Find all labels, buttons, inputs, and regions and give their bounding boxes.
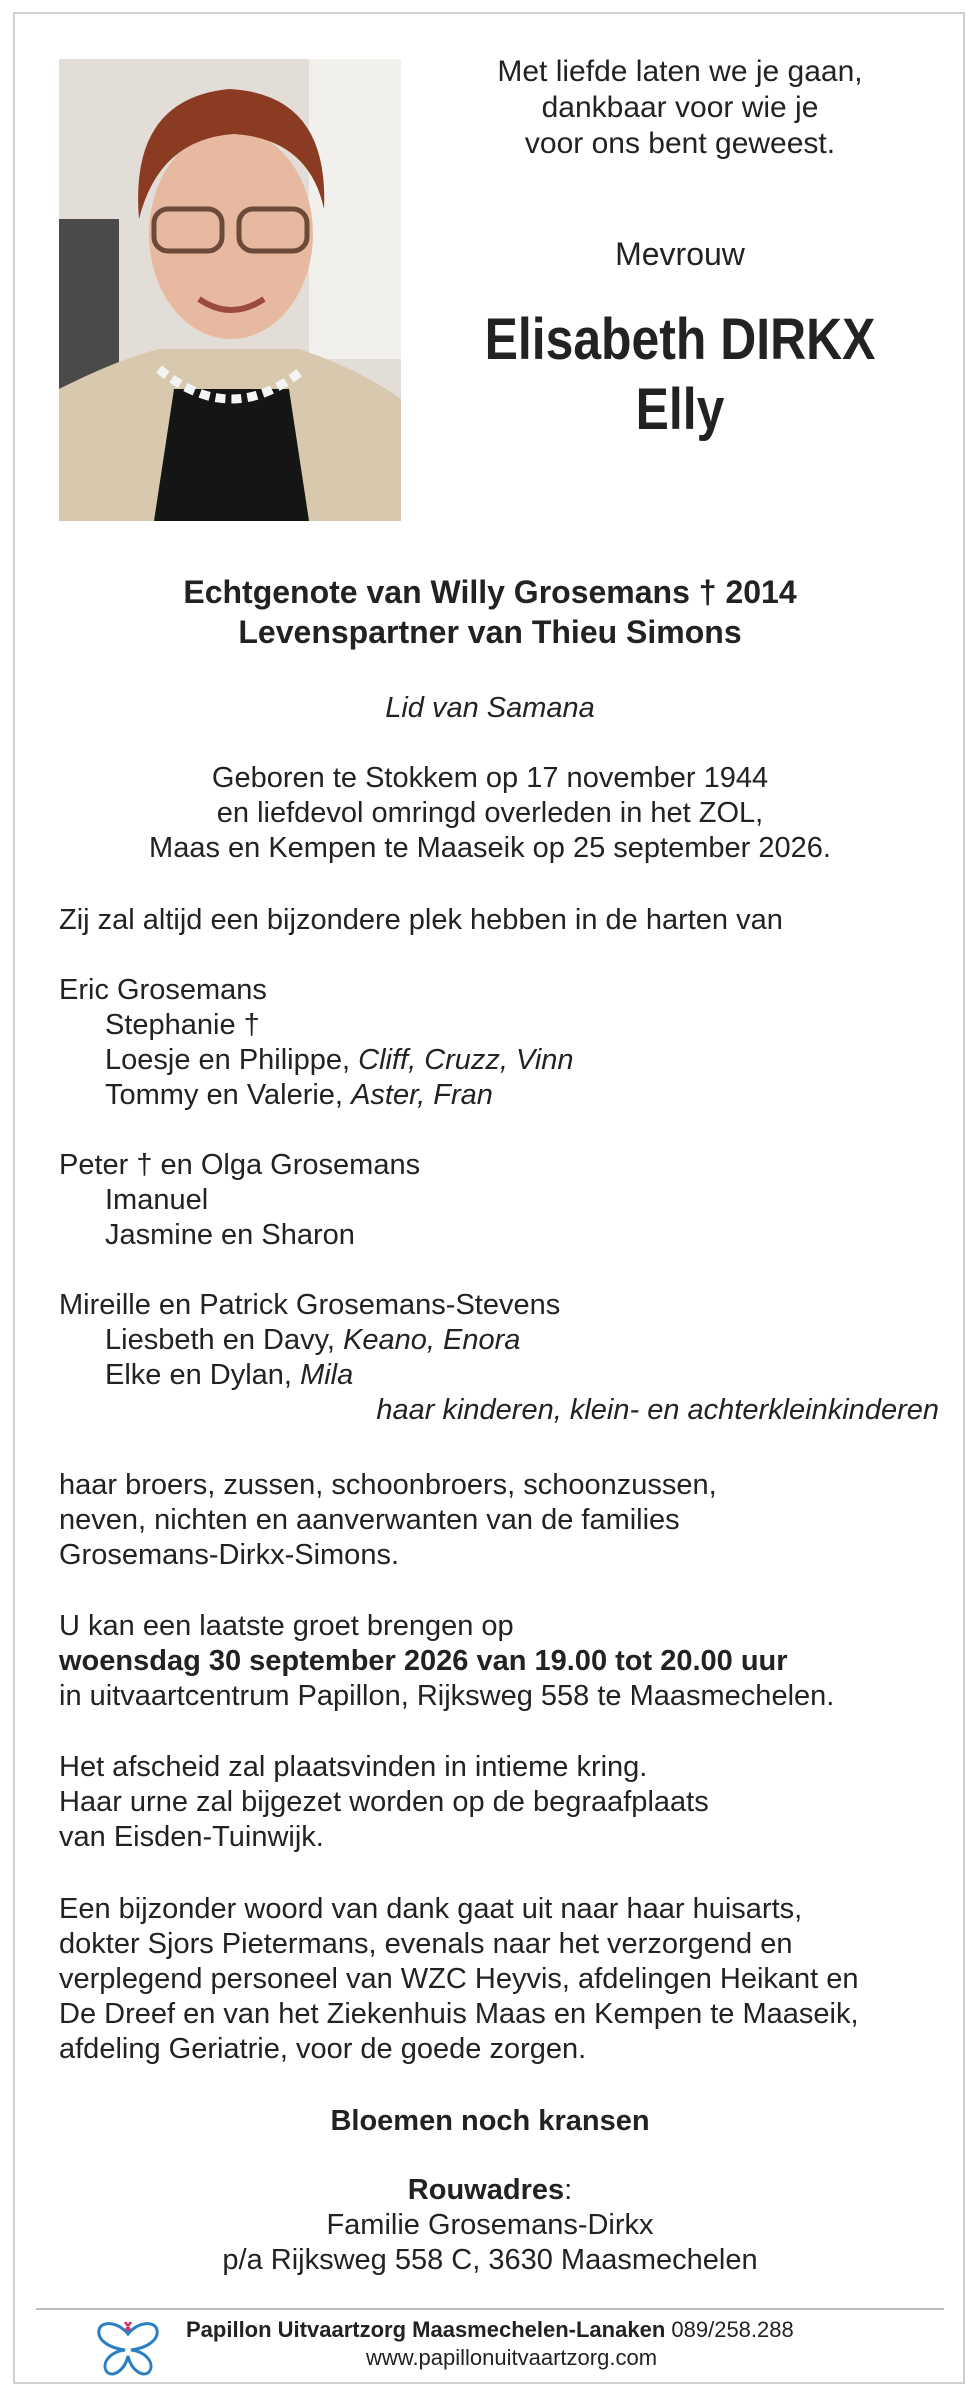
full-name: Elisabeth DIRKX: [484, 307, 876, 372]
family-caption: haar kinderen, klein- en achterkleinkinderen: [376, 1394, 939, 1426]
nickname: Elly: [635, 377, 725, 442]
company-phone: 089/258.288: [671, 2317, 794, 2342]
address-line: Familie Grosemans-Dirkx: [326, 2209, 654, 2241]
thanks-line: dokter Sjors Pietermans, evenals naar het verzorgend en: [59, 1928, 793, 1960]
farewell-line: van Eisden-Tuinwijk.: [59, 1821, 324, 1853]
birth-death-line: en liefdevol omringd overleden in het ZOL,: [216, 797, 764, 829]
company-name: Papillon Uitvaartzorg Maasmechelen-Lanaken: [186, 2317, 666, 2342]
butterfly-logo-icon: [95, 2320, 161, 2380]
address-label: Rouwadres: [407, 2174, 565, 2206]
family-head: Eric Grosemans: [59, 974, 267, 1006]
salutation: Mevrouw: [615, 236, 745, 272]
deceased-name: [456, 305, 903, 445]
family-member: Loesje en Philippe, Cliff, Cruzz, Vinn: [105, 1044, 574, 1076]
relatives-line: neven, nichten en aanverwanten van de families: [59, 1504, 680, 1536]
family-member: Elke en Dylan, Mila: [105, 1359, 354, 1391]
visitation: [59, 1609, 939, 1714]
relation-line: Levenspartner van Thieu Simons: [238, 614, 742, 650]
birth-death: [40, 761, 940, 866]
farewell-line: Haar urne zal bijgezet worden op de begraafplaats: [59, 1786, 709, 1818]
address-line: p/a Rijksweg 558 C, 3630 Maasmechelen: [222, 2244, 758, 2276]
relation-line: Echtgenote van Willy Grosemans † 2014: [183, 574, 797, 610]
relatives: [59, 1468, 939, 1573]
thanks: [59, 1892, 939, 2067]
relations: [40, 572, 940, 652]
portrait-illustration: [59, 59, 401, 521]
relatives-line: Grosemans-Dirkx-Simons.: [59, 1539, 399, 1571]
farewell: [59, 1750, 939, 1855]
verse-line: voor ons bent geweest.: [524, 127, 836, 160]
verse-line: Met liefde laten we je gaan,: [497, 55, 863, 88]
relatives-line: haar broers, zussen, schoonbroers, schoonzussen,: [59, 1469, 717, 1501]
birth-death-line: Geboren te Stokkem op 17 november 1944: [211, 762, 769, 794]
thanks-line: De Dreef en van het Ziekenhuis Maas en Kempen te Maaseik,: [59, 1998, 859, 2030]
family-head: Mireille en Patrick Grosemans-Stevens: [59, 1289, 561, 1321]
verse-line: dankbaar voor wie je: [541, 91, 819, 124]
thanks-line: afdeling Geriatrie, voor de goede zorgen.: [59, 2033, 587, 2065]
family-head: Peter † en Olga Grosemans: [59, 1149, 421, 1181]
family-list: [59, 973, 939, 1428]
family-member: Tommy en Valerie, Aster, Fran: [105, 1079, 493, 1111]
address-colon: :: [564, 2174, 573, 2206]
footer-divider: [36, 2308, 944, 2310]
portrait-photo: [59, 59, 401, 521]
visitation-line: U kan een laatste groet brengen op: [59, 1610, 514, 1642]
birth-death-line: Maas en Kempen te Maaseik op 25 september 2026.: [149, 832, 831, 864]
visitation-date: woensdag 30 september 2026 van 19.00 tot 20.00 uur: [59, 1645, 788, 1677]
family-member: Imanuel: [105, 1184, 209, 1216]
membership: Lid van Samana: [385, 692, 595, 724]
mourning-address: [40, 2173, 940, 2278]
farewell-line: Het afscheid zal plaatsvinden in intieme kring.: [59, 1751, 648, 1783]
verse: [440, 54, 920, 162]
company-website[interactable]: www.papillonuitvaartzorg.com: [366, 2345, 658, 2370]
family-member: Jasmine en Sharon: [105, 1219, 355, 1251]
thanks-line: Een bijzonder woord van dank gaat uit naar haar huisarts,: [59, 1893, 803, 1925]
family-member: Stephanie †: [105, 1009, 260, 1041]
visitation-location: in uitvaartcentrum Papillon, Rijksweg 558 te Maasmechelen.: [59, 1680, 835, 1712]
funeral-home-footer: [186, 2316, 926, 2372]
thanks-line: verplegend personeel van WZC Heyvis, afdelingen Heikant en: [59, 1963, 859, 1995]
mourners-intro: Zij zal altijd een bijzondere plek hebben in de harten van: [59, 904, 783, 936]
family-member: Liesbeth en Davy, Keano, Enora: [105, 1324, 521, 1356]
flowers-notice: Bloemen noch kransen: [330, 2105, 650, 2137]
